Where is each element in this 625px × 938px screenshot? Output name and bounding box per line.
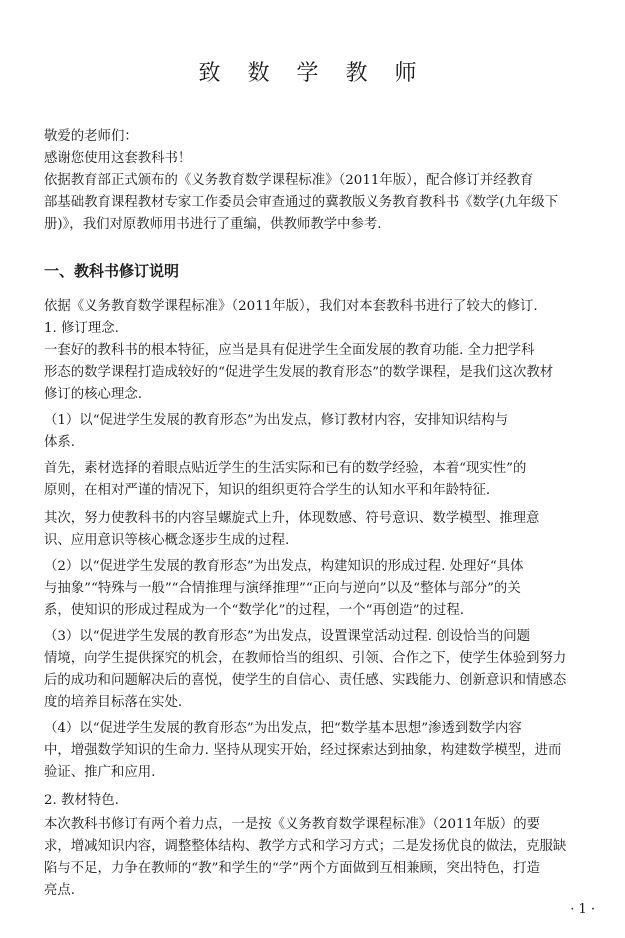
body-line: 中，增强数学知识的生命力. 坚持从现实开始，经过探索达到抽象，构建数学模型，进而 [44,743,562,758]
body-line: 验证、推广和应用. [44,765,156,780]
body-line: 一套好的教科书的根本特征，应当是具有促进学生全面发展的教育功能. 全力把学科 [44,343,535,358]
body-line: 本次教科书修订有两个着力点，一是按《义务教育数学课程标准》（2011年版）的要 [44,817,541,832]
body-line: 后的成功和问题解决后的喜悦，使学生的自信心、责任感、实践能力、创新意识和情感态 [44,673,567,688]
body-line: 情境，向学生提供探究的机会，在教师恰当的组织、引领、合作之下，使学生体验到努力 [44,651,567,666]
page-title: 致 数 学 教 师 [198,61,427,86]
body-line: 亮点. [44,883,76,898]
body-line: 2. 教材特色. [44,793,119,808]
page-number: · 1 · [570,902,595,917]
body-line: 其次，努力使教科书的内容呈螺旋式上升，体现数感、符号意识、数学模型、推理意 [44,511,540,526]
intro-line: 依据教育部正式颁布的《义务教育数学课程标准》（2011年版），配合修订并经教育 [44,173,534,188]
body-line: 形态的数学课程打造成较好的“促进学生发展的教育形态”的数学课程，是我们这次教材 [44,365,554,380]
section-heading: 一、教科书修订说明 [44,262,180,280]
body-line: 与抽象”“特殊与一般”“合情推理与演绎推理”“正向与逆向”以及“整体与部分”的关 [44,581,521,596]
body-line: （4）以“促进学生发展的教育形态”为出发点，把“数学基本思想”渗透到数学内容 [44,721,522,736]
body-line: 体系. [44,435,76,450]
body-line: 识、应用意识等核心概念逐步生成的过程. [44,533,290,548]
body-line: 系，使知识的形成过程成为一个“数学化”的过程，一个“再创造”的过程. [44,603,464,618]
greeting: 敬爱的老师们： [44,129,138,144]
body-line: 度的培养目标落在实处. [44,695,183,710]
body-line: 求，增减知识内容，调整整体结构、教学方式和学习方式；二是发扬优良的做法，克服缺 [44,839,567,854]
body-line: 修订的核心理念. [44,387,142,402]
thanks-line: 感谢您使用这套教科书！ [44,151,192,166]
body-line: 1. 修订理念. [44,321,119,336]
body-line: 原则，在相对严谨的情况下，知识的组织更符合学生的认知水平和年龄特征. [44,483,491,498]
body-line: 首先，素材选择的着眼点贴近学生的生活实际和已有的数学经验，本着“现实性”的 [44,461,527,476]
intro-line: 册)》，我们对原教师用书进行了重编，供教师教学中参考. [44,217,382,232]
body-line: 陷与不足，力争在教师的“教”和学生的“学”两个方面做到互相兼顾，突出特色，打造 [44,861,541,876]
intro-line: 部基础教育课程教材专家工作委员会审查通过的冀教版义务教育教科书《数学(九年级下 [44,195,559,210]
body-line: （2）以“促进学生发展的教育形态”为出发点，构建知识的形成过程. 处理好“具体 [44,559,524,574]
body-line: 依据《义务教育数学课程标准》（2011年版），我们对本套教科书进行了较大的修订. [44,299,538,314]
body-line: （1）以“促进学生发展的教育形态”为出发点，修订教材内容，安排知识结构与 [44,413,509,428]
body-line: （3）以“促进学生发展的教育形态”为出发点，设置课堂活动过程. 创设恰当的问题 [44,629,531,644]
